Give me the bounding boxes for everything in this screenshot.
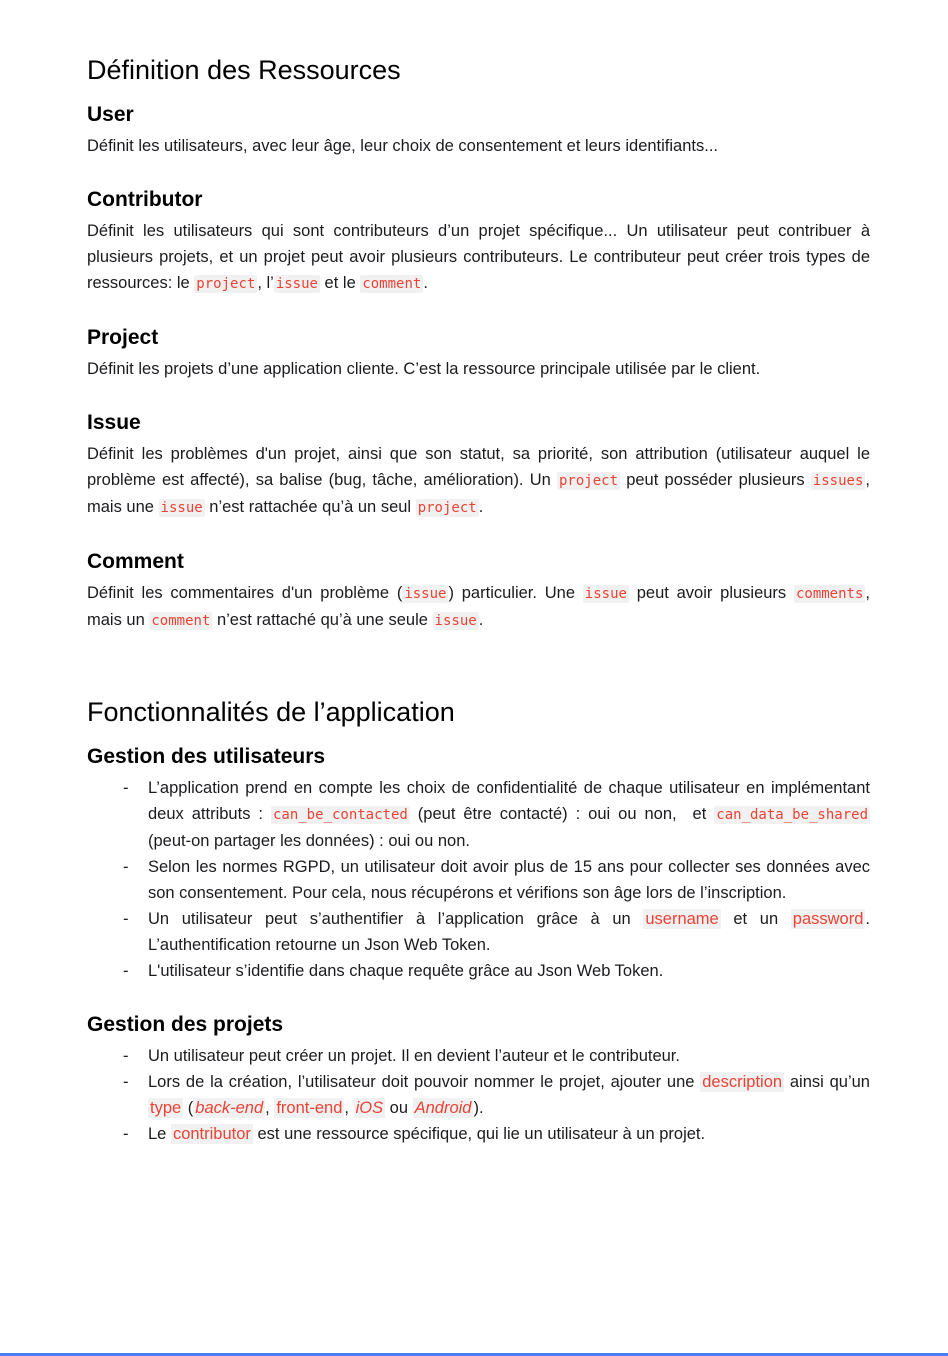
text-run: peut avoir plusieurs <box>628 584 794 602</box>
paragraph-comment <box>87 580 870 634</box>
inline-code-token: issue <box>584 586 627 602</box>
text-run: Lors de la création, l’utilisateur doit pouvoir nommer le projet, ajouter une <box>148 1073 701 1091</box>
list-item <box>87 1069 870 1121</box>
text-run: . <box>478 611 484 629</box>
text-run: Un utilisateur peut s’authentifier à l’application grâce à un <box>148 910 644 928</box>
text-run: , <box>265 1099 275 1117</box>
heading-gestion-projets: Gestion des projets <box>87 1013 284 1036</box>
text-run: L'utilisateur s’identifie dans chaque requête grâce au Json Web Token. <box>148 962 664 980</box>
inline-code-token: can_data_be_shared <box>716 807 868 823</box>
list-item <box>87 1043 870 1069</box>
inline-code-token: comment <box>362 276 422 292</box>
text-run: , mais une <box>87 471 870 516</box>
list-item <box>87 775 870 854</box>
list-item <box>87 854 870 906</box>
document-content <box>87 52 870 1147</box>
heading-issue: Issue <box>87 411 141 434</box>
heading-contributor: Contributor <box>87 188 203 211</box>
paragraph-project <box>87 356 870 382</box>
text-run: Définit les utilisateurs qui sont contributeurs d’un projet spécifique... Un utilisateur peut contribuer à plusieurs projets, et un projet peut avoir plusieurs contributeurs. Le contributeur peut créer trois types de ressources: le <box>87 222 870 292</box>
highlighted-term: front-end <box>276 1099 343 1117</box>
heading-gestion-utilisateurs: Gestion des utilisateurs <box>87 745 326 768</box>
text-run: ). <box>473 1099 484 1117</box>
text-run: et le <box>319 274 361 292</box>
paragraph-contributor <box>87 218 870 297</box>
highlighted-term: description <box>702 1073 783 1091</box>
heading-comment: Comment <box>87 550 184 573</box>
highlighted-term: type <box>150 1099 182 1117</box>
heading-project: Project <box>87 326 159 349</box>
list-item <box>87 1121 870 1147</box>
text-run: ou <box>385 1099 413 1117</box>
text-run: peut posséder plusieurs <box>620 471 811 489</box>
text-run: n’est rattaché qu’à une seule <box>212 611 433 629</box>
text-run: Définit les problèmes d'un projet, ainsi que son statut, sa priorité, son attribution (utilisateur auquel le problème est affecté), sa balise (bug, tâche, amélioration). Un <box>87 445 870 489</box>
text-run: ainsi qu’un <box>784 1073 870 1091</box>
text-run: est une ressource spécifique, qui lie un utilisateur à un projet. <box>252 1125 706 1143</box>
highlighted-term-italic: iOS <box>355 1099 384 1117</box>
list-item <box>87 958 870 984</box>
inline-code-token: project <box>196 276 256 292</box>
inline-code-token: project <box>417 500 477 516</box>
text-run: (peut être contacté) : oui ou non, et <box>409 805 715 823</box>
inline-code-token: issue <box>404 586 447 602</box>
text-run: Définit les projets d’une application cliente. C’est la ressource principale utilisée par le client. <box>87 360 761 378</box>
text-run: Un utilisateur peut créer un projet. Il en devient l’auteur et le contributeur. <box>148 1047 680 1065</box>
text-run: . L’authentification retourne un Json Web Token. <box>148 910 870 954</box>
text-run: Définit les commentaires d'un problème ( <box>87 584 403 602</box>
highlighted-term-italic: Android <box>414 1099 472 1117</box>
text-run: , mais un <box>87 584 870 629</box>
text-run: Le <box>148 1125 171 1143</box>
inline-code-token: can_be_contacted <box>272 807 408 823</box>
text-run: . <box>478 498 484 516</box>
heading-user: User <box>87 103 134 126</box>
highlighted-term: password <box>792 910 864 928</box>
inline-code-token: issues <box>812 473 864 489</box>
list-gestion-utilisateurs <box>87 775 870 984</box>
title-fonctionnalites: Fonctionnalités de l’application <box>87 697 455 727</box>
text-run: , l’ <box>257 274 274 292</box>
highlighted-term: username <box>645 910 719 928</box>
inline-code-token: comments <box>795 586 864 602</box>
text-run: n’est rattachée qu’à un seul <box>204 498 416 516</box>
text-run: Définit les utilisateurs, avec leur âge, leur choix de consentement et leurs identifiants... <box>87 137 718 155</box>
text-run: , <box>344 1099 354 1117</box>
paragraph-issue <box>87 441 870 521</box>
text-run: Selon les normes RGPD, un utilisateur doit avoir plus de 15 ans pour collecter ses données avec son consentement. Pour cela, nous récupérons et vérifions son âge lors de l’inscription. <box>148 858 870 902</box>
highlighted-term: contributor <box>172 1125 251 1143</box>
list-item <box>87 906 870 958</box>
text-run: et un <box>720 910 791 928</box>
text-run: L’application prend en compte les choix de confidentialité de chaque utilisateur en implémentant deux attributs : <box>148 779 870 823</box>
inline-code-token: issue <box>160 500 203 516</box>
text-run: ( <box>183 1099 194 1117</box>
text-run: (peut-on partager les données) : oui ou non. <box>148 832 470 850</box>
inline-code-token: issue <box>275 276 318 292</box>
inline-code-token: issue <box>434 613 477 629</box>
list-gestion-projets <box>87 1043 870 1147</box>
inline-code-token: comment <box>151 613 211 629</box>
title-definition-ressources: Définition des Ressources <box>87 55 401 85</box>
text-run: . <box>423 274 428 292</box>
text-run: ) particulier. Une <box>448 584 583 602</box>
highlighted-term-italic: back-end <box>195 1099 264 1117</box>
inline-code-token: project <box>559 473 619 489</box>
paragraph-user <box>87 133 870 159</box>
